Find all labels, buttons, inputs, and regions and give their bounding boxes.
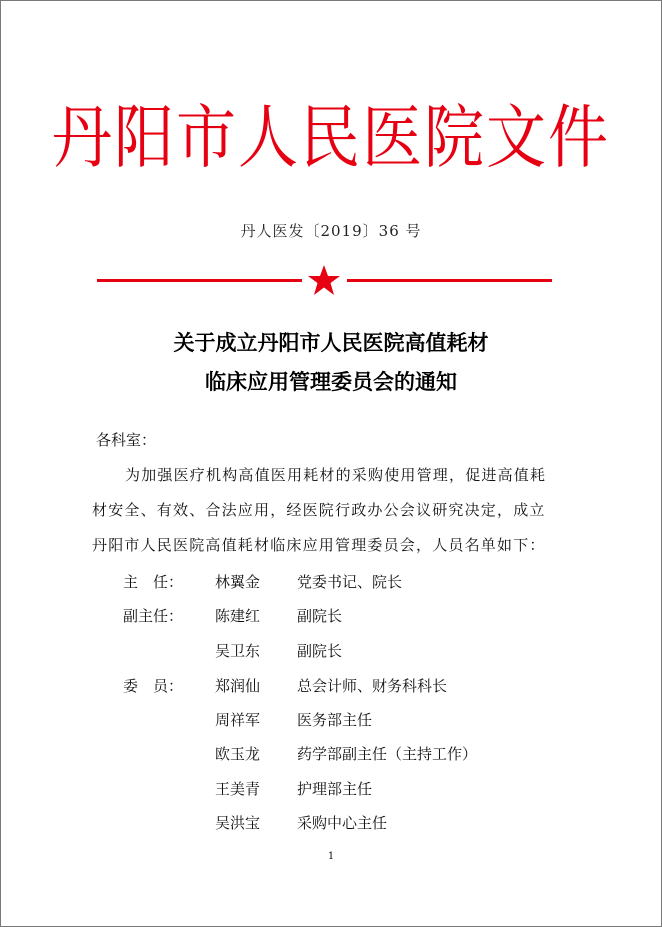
member-title: 总会计师、财务科科长 <box>297 677 448 695</box>
member-name: 林翼金 <box>215 573 261 591</box>
member-name: 王美青 <box>215 780 261 798</box>
member-name: 欧玉龙 <box>215 745 261 763</box>
body-paragraph-line: 材安全、有效、合法应用，经医院行政办公会议研究决定，成立 <box>92 501 546 519</box>
document-number: 丹人医发〔2019〕36 号 <box>240 222 422 240</box>
member-title: 护理部主任 <box>297 780 373 798</box>
member-name: 郑润仙 <box>215 677 261 695</box>
member-title: 医务部主任 <box>297 711 373 729</box>
member-title: 药学部副主任（主持工作） <box>297 745 478 763</box>
member-title: 采购中心主任 <box>297 814 388 832</box>
page-number: 1 <box>327 851 335 862</box>
salutation: 各科室： <box>96 431 157 449</box>
star-icon <box>307 263 341 297</box>
red-rule-right <box>347 279 552 282</box>
member-name: 周祥军 <box>215 711 261 729</box>
body-paragraph-line: 为加强医疗机构高值医用耗材的采购使用管理，促进高值耗 <box>125 466 547 484</box>
member-role: 委 员： <box>123 677 184 695</box>
member-title: 副院长 <box>297 607 343 625</box>
member-name: 吴卫东 <box>215 642 261 660</box>
red-rule-left <box>97 279 302 282</box>
body-paragraph-line: 丹阳市人民医院高值耗材临床应用管理委员会，人员名单如下： <box>92 536 546 554</box>
member-title: 党委书记、院长 <box>297 573 403 591</box>
notice-title-line-2: 临床应用管理委员会的通知 <box>205 369 457 394</box>
member-role: 副主任： <box>123 607 184 625</box>
member-title: 副院长 <box>297 642 343 660</box>
document-header-title: 丹阳市人民医院文件 <box>52 97 610 179</box>
member-role: 主 任： <box>123 573 184 591</box>
notice-title-line-1: 关于成立丹阳市人民医院高值耗材 <box>173 330 489 355</box>
member-name: 陈建红 <box>215 607 261 625</box>
member-name: 吴洪宝 <box>215 814 261 832</box>
